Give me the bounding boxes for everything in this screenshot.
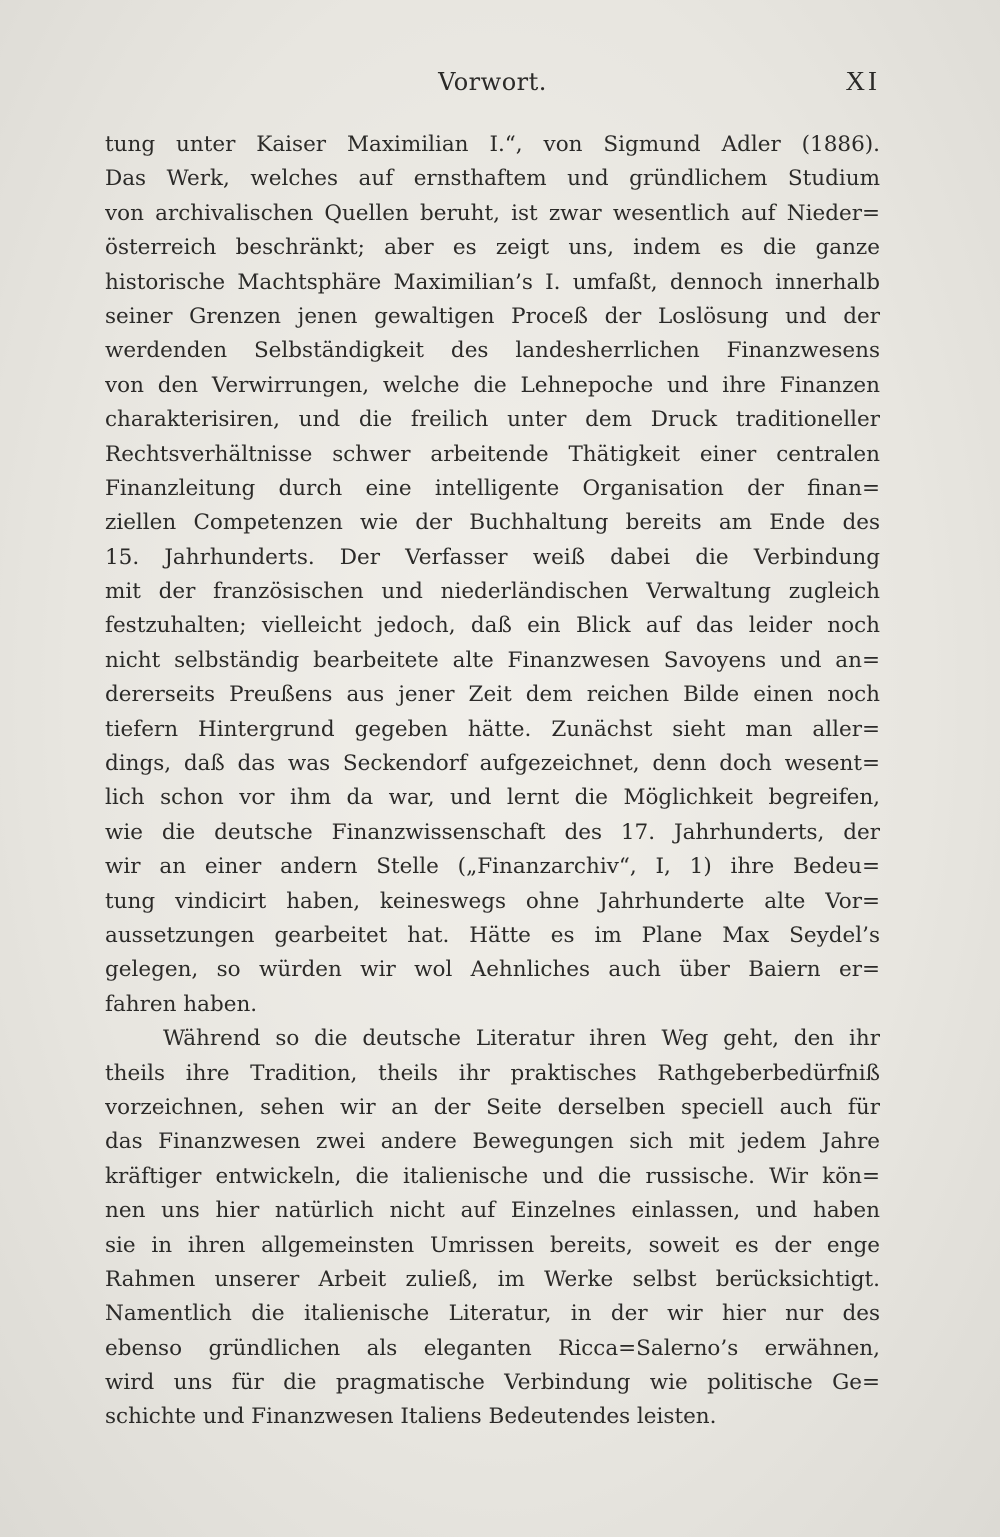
text-line: wir an einer andern Stelle („Finanzarchiv“, I, 1) ihre Bedeu=	[105, 854, 880, 880]
text-line: kräftiger entwickeln, die italienische und die russische. Wir kön=	[105, 1163, 880, 1189]
text-line: ziellen Competenzen wie der Buchhaltung bereits am Ende des	[105, 510, 880, 536]
running-head	[105, 62, 880, 102]
text-line: 15. Jahrhunderts. Der Verfasser weiß dabei die Verbindung	[105, 544, 880, 570]
text-line: Das Werk, welches auf ernsthaftem und gründlichem Studium	[105, 166, 880, 192]
text-line: Rechtsverhältnisse schwer arbeitende Thätigkeit einer centralen	[105, 441, 880, 467]
text-line: Rahmen unserer Arbeit zuließ, im Werke selbst berücksichtigt.	[105, 1266, 880, 1292]
text-line: von archivalischen Quellen beruht, ist zwar wesentlich auf Nieder=	[105, 200, 880, 226]
paragraph	[105, 1022, 880, 1435]
running-title: Vorwort.	[438, 68, 547, 96]
text-line: dererseits Preußens aus jener Zeit dem reichen Bilde einen noch	[105, 682, 880, 708]
text-line: wird uns für die pragmatische Verbindung wie politische Ge=	[105, 1370, 880, 1396]
text-line: schichte und Finanzwesen Italiens Bedeutendes leisten.	[105, 1404, 717, 1430]
text-line: tung unter Kaiser Maximilian I.“, von Sigmund Adler (1886).	[105, 132, 880, 157]
text-line: festzuhalten; vielleicht jedoch, daß ein Blick auf das leider noch	[105, 613, 880, 639]
text-line: sie in ihren allgemeinsten Umrissen bereits, soweit es der enge	[105, 1232, 880, 1258]
text-line: vorzeichnen, sehen wir an der Seite derselben speciell auch für	[105, 1094, 880, 1120]
text-line: Während so die deutsche Literatur ihren Weg geht, den ihr	[163, 1026, 880, 1052]
text-line: Namentlich die italienische Literatur, in der wir hier nur des	[105, 1301, 880, 1327]
text-line: von den Verwirrungen, welche die Lehnepoche und ihre Finanzen	[105, 372, 880, 398]
text-line: aussetzungen gearbeitet hat. Hätte es im Plane Max Seydel’s	[105, 922, 880, 948]
text-line: lich schon vor ihm da war, und lernt die Möglichkeit begreifen,	[105, 785, 880, 811]
paragraph	[105, 128, 880, 1022]
text-line: gelegen, so würden wir wol Aehnliches auch über Baiern er=	[105, 957, 880, 983]
text-line: ebenso gründlichen als eleganten Ricca=Salerno’s erwähnen,	[105, 1335, 880, 1361]
text-line: österreich beschränkt; aber es zeigt uns, indem es die ganze	[105, 235, 880, 261]
text-line: theils ihre Tradition, theils ihr praktisches Rathgeberbedürfniß	[105, 1060, 880, 1086]
text-line: fahren haben.	[105, 991, 258, 1017]
text-line: wie die deutsche Finanzwissenschaft des 17. Jahrhunderts, der	[105, 819, 880, 845]
text-line: Finanzleitung durch eine intelligente Organisation der finan=	[105, 475, 880, 501]
body-text	[105, 128, 880, 1435]
text-line: das Finanzwesen zwei andere Bewegungen sich mit jedem Jahre	[105, 1129, 880, 1155]
text-line: tiefern Hintergrund gegeben hätte. Zunächst sieht man aller=	[105, 716, 880, 742]
text-line: charakterisiren, und die freilich unter dem Druck traditioneller	[105, 407, 880, 433]
page-number: XI	[845, 66, 880, 96]
text-line: seiner Grenzen jenen gewaltigen Proceß der Loslösung und der	[105, 303, 880, 329]
text-line: werdenden Selbständigkeit des landesherrlichen Finanzwesens	[105, 338, 880, 364]
text-line: mit der französischen und niederländischen Verwaltung zugleich	[105, 579, 880, 605]
text-line: historische Machtsphäre Maximilian’s I. umfaßt, dennoch innerhalb	[105, 269, 880, 295]
text-line: tung vindicirt haben, keineswegs ohne Jahrhunderte alte Vor=	[105, 888, 880, 914]
text-line: nen uns hier natürlich nicht auf Einzelnes einlassen, und haben	[105, 1198, 880, 1224]
text-line: dings, daß das was Seckendorf aufgezeichnet, denn doch wesent=	[105, 751, 880, 777]
text-line: nicht selbständig bearbeitete alte Finanzwesen Savoyens und an=	[105, 647, 880, 673]
